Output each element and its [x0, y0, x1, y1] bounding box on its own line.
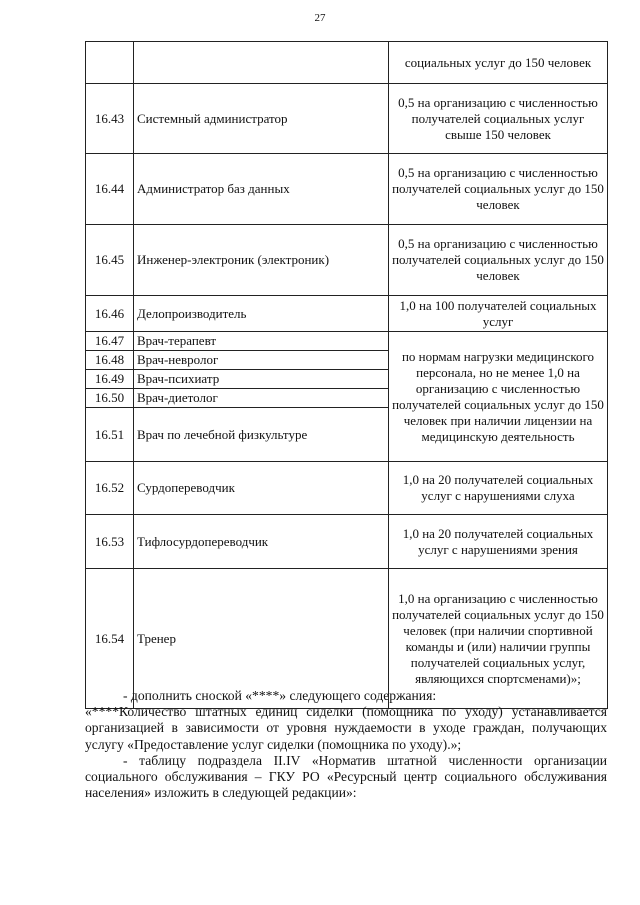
- table-row: [86, 225, 608, 296]
- row-number: 16.50: [86, 389, 134, 408]
- staff-norm: 0,5 на организацию с численностью получателей социальных услуг до 150 человек: [389, 225, 608, 296]
- staff-norm: 1,0 на 20 получателей социальных услуг с нарушениями слуха: [389, 462, 608, 515]
- staff-norm: социальных услуг до 150 человек: [389, 42, 608, 84]
- table-row: [86, 332, 608, 351]
- position-name: Делопроизводитель: [134, 296, 389, 332]
- table-row: [86, 84, 608, 154]
- row-number: 16.47: [86, 332, 134, 351]
- row-number: [86, 42, 134, 84]
- table-row: [86, 462, 608, 515]
- position-name: [134, 42, 389, 84]
- footnote-intro: - дополнить сноской «****» следующего содержания:: [123, 688, 437, 703]
- staff-norm: 1,0 на организацию с численностью получателей социальных услуг до 150 человек (при наличии спортивной команды и (или) наличии группы получателей социальных услуг, являющихся спортсменами)»;: [389, 569, 608, 709]
- row-number: 16.51: [86, 408, 134, 462]
- row-number: 16.52: [86, 462, 134, 515]
- medical-staff-norm: по нормам нагрузки медицинского персонала, но не менее 1,0 на организацию с численностью получателей социальных услуг до 150 человек при наличии лицензии на медицинскую деятельность: [389, 332, 608, 462]
- staff-norm: 1,0 на 100 получателей социальных услуг: [389, 296, 608, 332]
- row-number: 16.54: [86, 569, 134, 709]
- row-number: 16.53: [86, 515, 134, 569]
- position-name: Системный администратор: [134, 84, 389, 154]
- staffing-table: [85, 41, 608, 709]
- position-name: Тренер: [134, 569, 389, 709]
- row-number: 16.43: [86, 84, 134, 154]
- position-name: Врач-невролог: [134, 351, 389, 370]
- row-number: 16.46: [86, 296, 134, 332]
- footnote-text: «****Количество штатных единиц сиделки (помощника по уходу) устанавливается организацией в зависимости от уровня нуждаемости в уходе граждан, получающих услугу «Предоставление услуг сиделки (помощника по уходу).»;: [85, 704, 607, 752]
- row-number: 16.44: [86, 154, 134, 225]
- position-name: Врач-терапевт: [134, 332, 389, 351]
- position-name: Тифлосурдопереводчик: [134, 515, 389, 569]
- position-name: Администратор баз данных: [134, 154, 389, 225]
- staff-norm: 0,5 на организацию с численностью получателей социальных услуг до 150 человек: [389, 154, 608, 225]
- body-text: [85, 688, 607, 801]
- position-name: Врач-диетолог: [134, 389, 389, 408]
- position-name: Врач-психиатр: [134, 370, 389, 389]
- table-replacement-paragraph: - таблицу подраздела II.IV «Норматив штатной численности организации социального обслуживания – ГКУ РО «Ресурсный центр социального обслуживания населения» изложить в следующей редакции»:: [85, 752, 607, 801]
- row-number: 16.49: [86, 370, 134, 389]
- staff-norm: 0,5 на организацию с численностью получателей социальных услуг свыше 150 человек: [389, 84, 608, 154]
- position-name: Врач по лечебной физкультуре: [134, 408, 389, 462]
- table-row: [86, 515, 608, 569]
- page-number: 27: [314, 12, 326, 24]
- row-number: 16.48: [86, 351, 134, 370]
- position-name: Сурдопереводчик: [134, 462, 389, 515]
- position-name: Инженер-электроник (электроник): [134, 225, 389, 296]
- table-row: [86, 42, 608, 84]
- row-number: 16.45: [86, 225, 134, 296]
- table-row: [86, 296, 608, 332]
- table-row: [86, 154, 608, 225]
- staff-norm: 1,0 на 20 получателей социальных услуг с нарушениями зрения: [389, 515, 608, 569]
